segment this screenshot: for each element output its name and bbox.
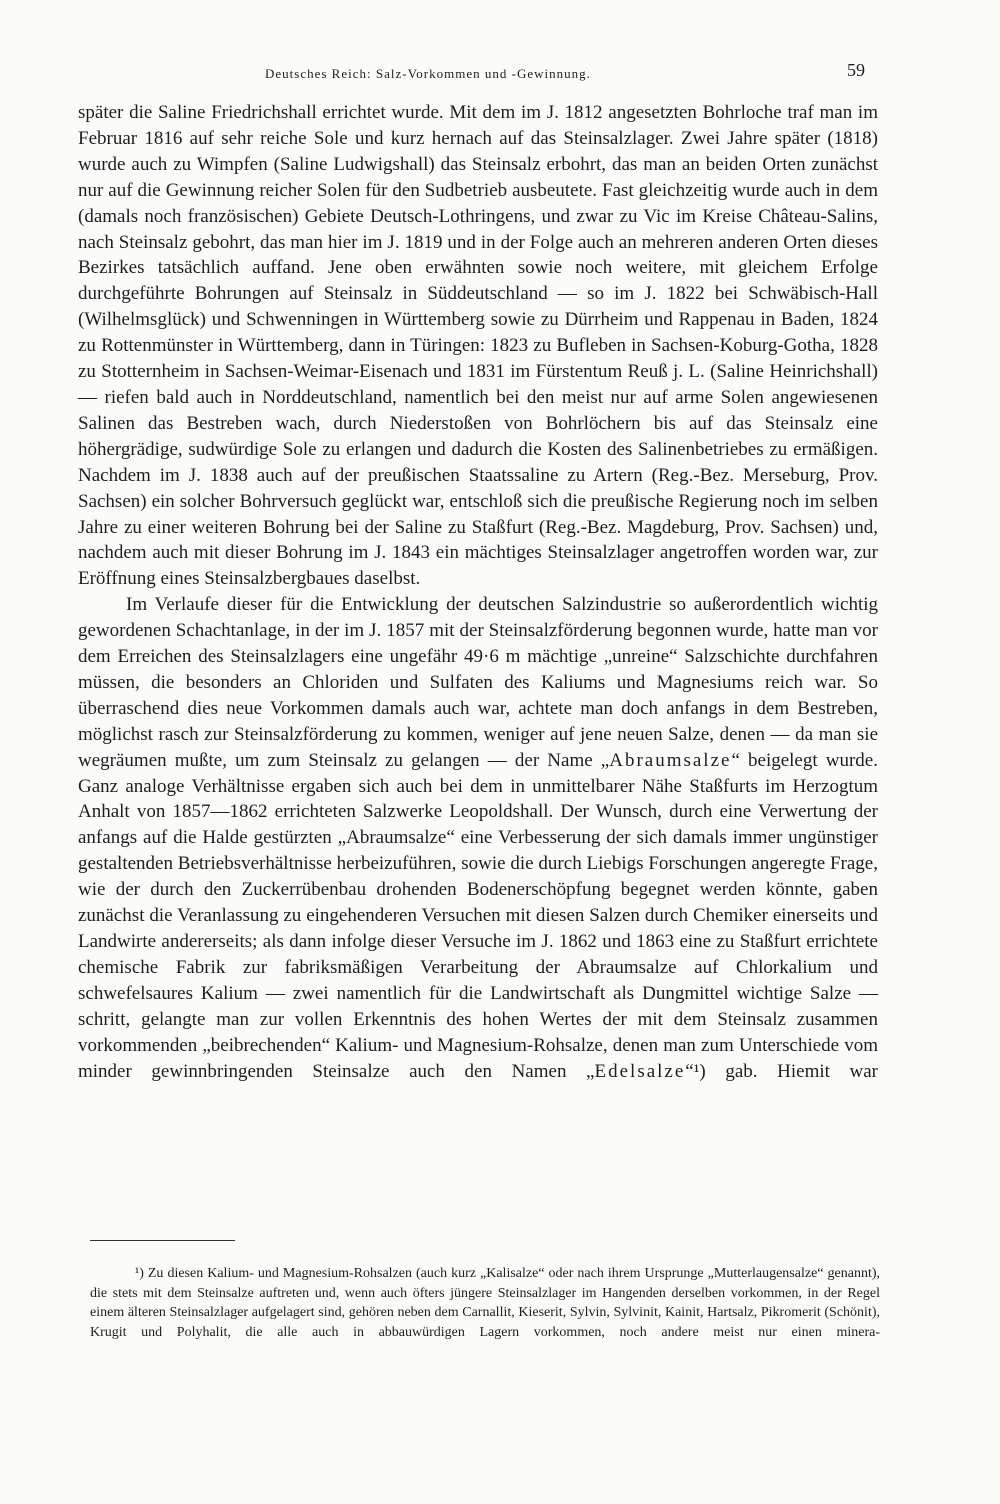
paragraph-2-part-1: Im Verlaufe dieser für die Entwicklung der deutschen Salzindustrie so außerordentlich wichtig gewordenen Schachtanlage, in der im J. 1857 mit der Steinsalzförderung begonnen wurde, hatte man vor dem Erreichen des Steinsalzlagers eine ungefähr 49·6 m mächtige „unreine“ Salzschichte durchfahren müssen, die besonders an Chloriden und Sulfaten des Kaliums und Magnesiums reich war. So überraschend dies neue Vorkommen damals auch war, achtete man doch anfangs in dem Bestreben, möglichst rasch zur Steinsalzförderung zu kommen, weniger auf jene neuen Salze, denen — da man sie wegräumen mußte, um zum Steinsalz zu gelangen — der Name „: [78, 594, 878, 771]
footnote-divider: [90, 1240, 235, 1241]
paragraph-2-part-3: “¹) gab. Hiemit war: [685, 1060, 879, 1082]
term-abraumsalze: Abraumsalze: [609, 749, 732, 771]
paragraph-1: später die Saline Friedrichshall errichtet wurde. Mit dem im J. 1812 angesetzten Bohrloche traf man im Februar 1816 auf sehr reiche Sole und kurz hernach auf das Steinsalzlager. Zwei Jahre später (1818) wurde auch zu Wimpfen (Saline Ludwigshall) das Steinsalz erbohrt, das man an beiden Orten zunächst nur auf die Gewinnung reicher Solen für den Sudbetrieb ausbeutete. Fast gleichzeitig wurde auch in dem (damals noch französischen) Gebiete Deutsch-Lothringens, und zwar zu Vic im Kreise Château-Salins, nach Steinsalz gebohrt, das man hier im J. 1819 und in der Folge auch an mehreren anderen Orten dieses Bezirkes tatsächlich auffand. Jene oben erwähnten sowie noch weitere, mit gleichem Erfolge durchgeführte Bohrungen auf Steinsalz in Süddeutschland — so im J. 1822 bei Schwäbisch-Hall (Wilhelmsglück) und Schwenningen in Württemberg sowie zu Dürrheim und Rappenau in Baden, 1824 zu Rottenmünster in Württemberg, dann in Türingen: 1823 zu Bufleben in Sachsen-Koburg-Gotha, 1828 zu Stotternheim in Sachsen-Weimar-Eisenach und 1831 im Fürstentum Reuß j. L. (Saline Heinrichshall) — riefen bald auch in Norddeutschland, namentlich bei den meist nur auf arme Solen angewiesenen Salinen das Bestreben wach, durch Niederstoßen von Bohrlöchern bis auf das Steinsalz eine höhergrädige, sudwürdige Sole zu erlangen und dadurch die Kosten des Salinenbetriebes zu ermäßigen. Nachdem im J. 1838 auch auf der preußischen Staatssaline zu Artern (Reg.-Bez. Merseburg, Prov. Sachsen) ein solcher Bohrversuch geglückt war, entschloß sich die preußische Regierung noch im selben Jahre zu einer weiteren Bohrung bei der Saline zu Staßfurt (Reg.-Bez. Magdeburg, Prov. Sachsen) und, nachdem auch mit dieser Bohrung im J. 1843 ein mächtiges Steinsalzlager angetroffen worden war, zur Eröffnung eines Steinsalzbergbaues daselbst.: [78, 102, 878, 590]
footnotes: [90, 1264, 880, 1342]
footnote-1: ¹) Zu diesen Kalium- und Magnesium-Rohsalzen (auch kurz „Kalisalze“ oder nach ihrem Ursprunge „Mutterlaugensalze“ genannt), die stets mit dem Steinsalze auftreten und, wenn auch öfters jüngere Steinsalzlager im Hangenden derselben vorkommen, in der Regel einem älteren Steinsalzlager aufgelagert sind, gehören neben dem Carnallit, Kieserit, Sylvin, Sylvinit, Kainit, Hartsalz, Pikromerit (Schönit), Krugit und Polyhalit, die alle auch in abbauwürdigen Lagern vorkommen, noch andere meist nur einen minera-: [90, 1266, 880, 1340]
page-number: 59: [847, 60, 865, 80]
paragraph-2-part-2: “ beigelegt wurde. Ganz analoge Verhältnisse ergaben sich auch bei dem in unmittelbarer Nähe Staßfurts im Herzogtum Anhalt von 1857—1862 errichteten Salzwerke Leopoldshall. Der Wunsch, durch eine Verwertung der anfangs auf die Halde gestürzten „Abraumsalze“ eine Verbesserung der sich damals immer ungünstiger gestaltenden Betriebsverhältnisse herbeizuführen, sowie die durch Liebigs Forschungen angeregte Frage, wie der durch den Zuckerrübenbau drohenden Bodenerschöpfung begegnet werden könnte, gaben zunächst die Veranlassung zu eingehenderen Versuchen mit diesen Salzen durch Chemiker einerseits und Landwirte andererseits; als dann infolge dieser Versuche im J. 1862 und 1863 eine zu Staßfurt errichtete chemische Fabrik zur fabriksmäßigen Verarbeitung der Abraumsalze auf Chlorkalium und schwefelsaures Kalium — zwei namentlich für die Landwirtschaft als Dungmittel wichtige Salze — schritt, gelangte man zur vollen Erkenntnis des hohen Wertes der mit dem Steinsalz zusammen vorkommenden „beibrechenden“ Kalium- und Magnesium-Rohsalze, denen man zum Unterschiede vom minder gewinnbringenden Steinsalze auch den Namen „: [78, 749, 878, 1082]
term-edelsalze: Edelsalze: [594, 1060, 686, 1082]
running-head: Deutsches Reich: Salz-Vorkommen und -Gewinnung.: [265, 66, 591, 81]
body-text: [78, 100, 878, 1084]
paragraph-2: [78, 592, 878, 1084]
page-header: [265, 60, 865, 86]
